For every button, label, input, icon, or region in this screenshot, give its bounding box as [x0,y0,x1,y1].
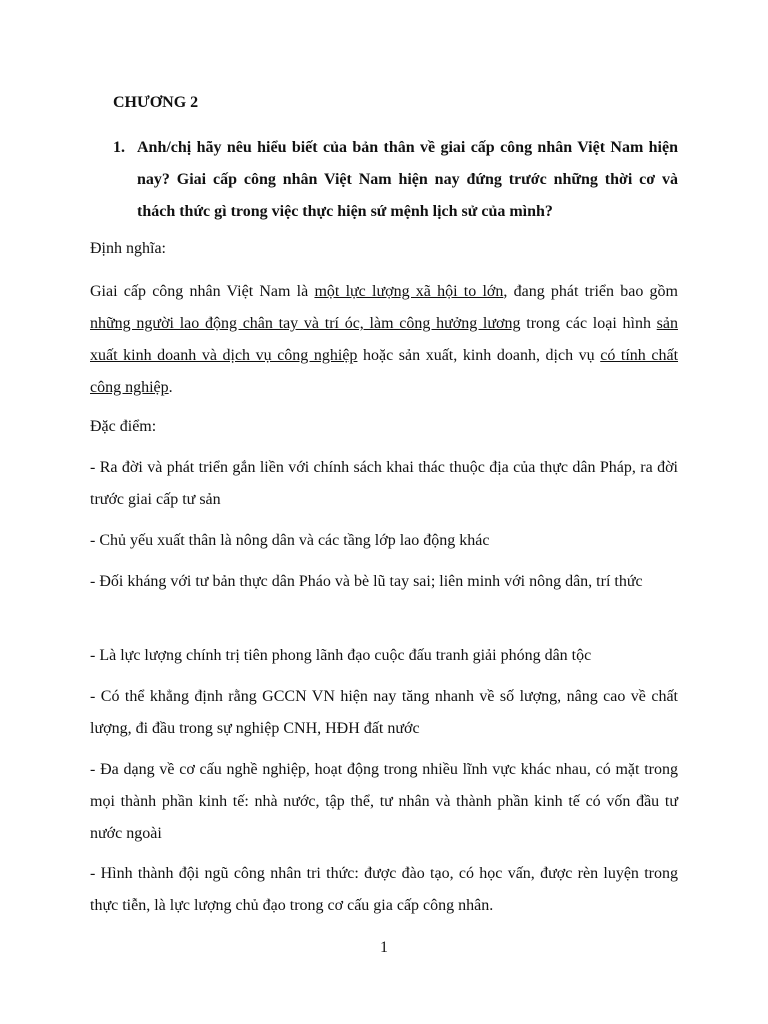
definition-underlined-3: sản xuất kinh doanh và dịch vụ công nghiệp [90,315,678,364]
definition-text-1: Giai cấp công nhân Việt Nam là [90,283,315,300]
definition-text-5: . [168,379,173,396]
definition-text-4: hoặc sản xuất, kinh doanh, dịch vụ [357,347,601,364]
characteristic-item: - Là lực lượng chính trị tiên phong lãnh đạo cuộc đấu tranh giải phóng dân tộc [90,647,592,664]
chapter-title: CHƯƠNG 2 [113,94,199,111]
definition-text-2: , đang phát triển bao gồm [503,283,678,300]
definition-underlined-1: một lực lượng xã hội to lớn [314,283,504,300]
characteristic-item: - Có thể khẳng định rằng GCCN VN hiện nay tăng nhanh về số lượng, nâng cao về chất lượng, đi đầu trong sự nghiệp CNH, HĐH đất nước [90,688,678,737]
characteristics-heading: Đặc điểm: [90,418,157,435]
page-number: 1 [380,939,388,956]
definition-text-3: trong các loại hình [520,315,657,332]
definition-underlined-2: những người lao động chân tay và trí óc, làm công hưởng lương [90,315,521,332]
characteristic-item: - Đối kháng với tư bản thực dân Pháo và bè lũ tay sai; liên minh với nông dân, trí thức [90,573,643,590]
characteristic-item: - Đa dạng về cơ cấu nghề nghiệp, hoạt động trong nhiều lĩnh vực khác nhau, có mặt trong mọi thành phần kinh tế: nhà nước, tập thể, tư nhân và thành phần kinh tế có vốn đầu tư nước ngoài [90,761,678,842]
definition-heading: Định nghĩa: [90,240,166,257]
question-number: 1. [113,139,125,156]
characteristic-item: - Hình thành đội ngũ công nhân tri thức: được đào tạo, có học vấn, được rèn luyện trong thực tiễn, là lực lượng chủ đạo trong cơ cấu gia cấp công nhân. [90,865,678,914]
characteristic-item: - Chủ yếu xuất thân là nông dân và các tầng lớp lao động khác [90,532,490,549]
characteristic-item: - Ra đời và phát triển gắn liền với chính sách khai thác thuộc địa của thực dân Pháp, ra đời trước giai cấp tư sản [90,459,678,508]
question-text: Anh/chị hãy nêu hiểu biết của bản thân về giai cấp công nhân Việt Nam hiện nay? Giai cấp công nhân Việt Nam hiện nay đứng trước những thời cơ và thách thức gì trong việc thực hiện sứ mệnh lịch sử của mình? [137,139,678,220]
definition-paragraph [90,276,678,404]
definition-underlined-4: có tính chất công nghiệp [90,347,679,396]
question-item [113,132,678,228]
